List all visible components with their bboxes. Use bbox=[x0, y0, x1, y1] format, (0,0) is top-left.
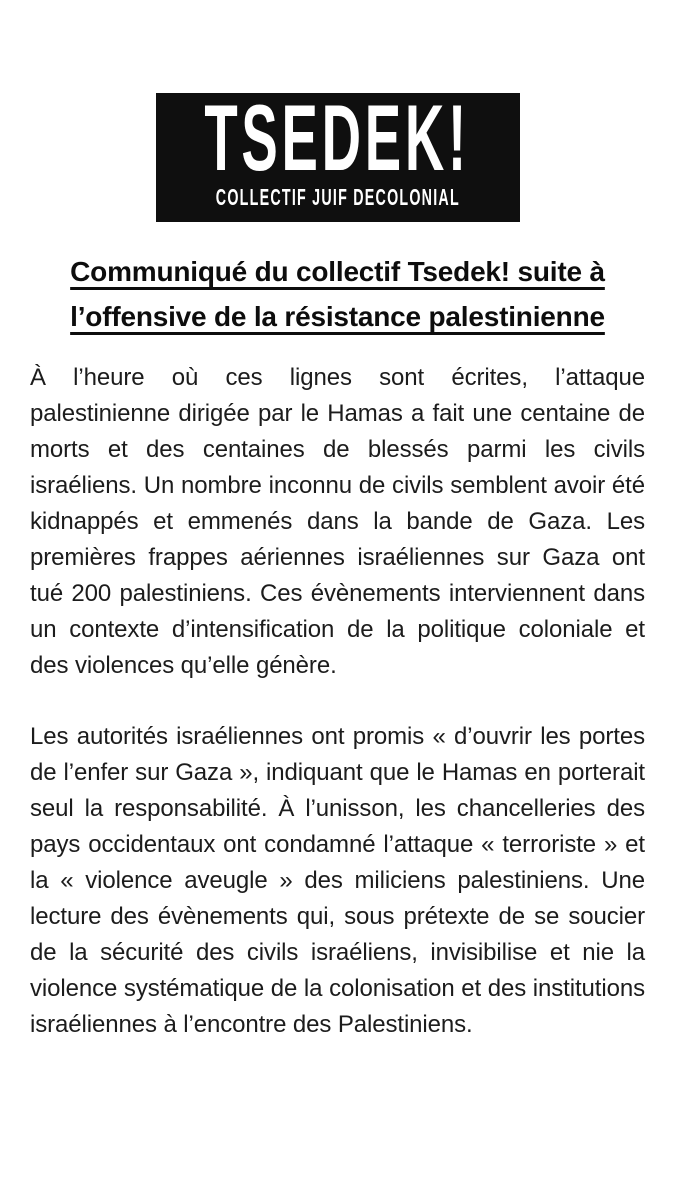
paragraph-1: À l’heure où ces lignes sont écrites, l’attaque palestinienne dirigée par le Hamas a fait une centaine de morts et des centaines de blessés parmi les civils israéliens. Un nombre inconnu de civils semblent avoir été kidnappés et emmenés dans la bande de Gaza. Les premières frappes aériennes israéliennes sur Gaza ont tué 200 palestiniens. Ces évènements interviennent dans un contexte d’intensification de la politique coloniale et des violences qu’elle génère. bbox=[30, 364, 645, 679]
communique-body bbox=[30, 360, 645, 1043]
logo-tagline: COLLECTIF JUIF DECOLONIAL bbox=[215, 184, 460, 211]
title-line-2: l’offensive de la résistance palestinienne bbox=[70, 301, 605, 332]
logo-wordmark: TSEDEK! bbox=[204, 84, 471, 190]
title-line-1: Communiqué du collectif Tsedek! suite à bbox=[70, 256, 605, 287]
document-title bbox=[28, 249, 647, 339]
paragraph-2: Les autorités israéliennes ont promis « d’ouvrir les portes de l’enfer sur Gaza », indiquant que le Hamas en porterait seul la responsabilité. À l’unisson, les chancelleries des pays occidentaux ont condamné l’attaque « terroriste » et la « violence aveugle » des miliciens palestiniens. Une lecture des évènements qui, sous prétexte de se soucier de la sécurité des civils israéliens, invisibilise et nie la violence systématique de la colonisation et des institutions israéliennes à l’encontre des Palestiniens. bbox=[30, 723, 645, 1038]
tsedek-logo bbox=[156, 84, 520, 222]
